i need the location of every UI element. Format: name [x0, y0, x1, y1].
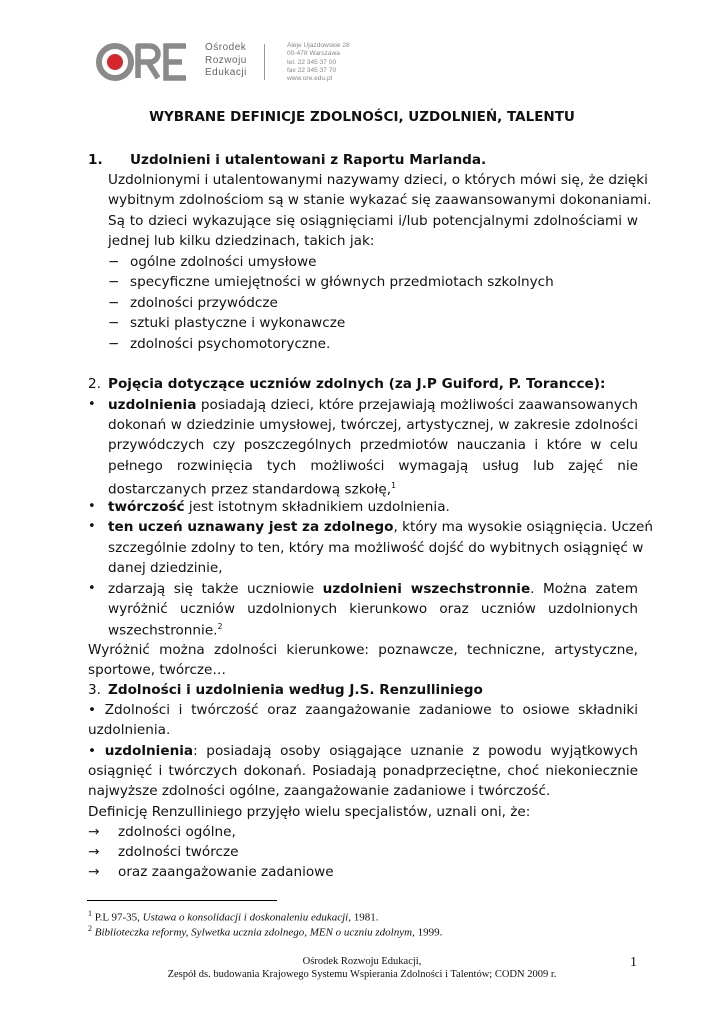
section-3-number: 3.: [88, 682, 101, 698]
paragraph-line: wyróżnić uczniów uzdolnionych kierunkowo oraz uczniów uzdolnionych: [108, 601, 638, 617]
term: uzdolnienia: [104, 743, 194, 759]
ore-logo: [96, 42, 192, 82]
paragraph-line: najwyższe zdolności ogólne, zaangażowanie zadaniowe i twórczość.: [88, 783, 551, 799]
paragraph-line: uzdolnienia.: [88, 722, 171, 738]
list-item: specyficzne umiejętności w głównych przedmiotach szkolnych: [130, 274, 554, 290]
paragraph-line: [88, 700, 638, 721]
text: Ustawa o konsolidacji i doskonaleniu edukacji: [142, 911, 349, 924]
text: jest istotnym składnikiem uzdolnienia.: [188, 499, 450, 515]
term: ten uczeń uznawany jest za zdolnego: [108, 519, 394, 535]
dash-bullet: −: [108, 274, 120, 290]
paragraph-line: przywódczych czy poszczególnych przedmiotów nauczania i które w celu: [108, 437, 638, 453]
text: , 1981.: [348, 911, 379, 924]
org-line: Rozwoju: [205, 54, 247, 66]
term: twórczość: [108, 499, 185, 515]
paragraph-line: [108, 579, 638, 600]
dash-bullet: −: [108, 254, 120, 270]
text: P.L 97-35,: [94, 911, 140, 924]
paragraph-line: sportowe, twórcze…: [88, 662, 227, 678]
list-item: sztuki plastyczne i wykonawcze: [130, 315, 346, 331]
bullet: •: [88, 581, 96, 596]
page-title: WYBRANE DEFINICJE ZDOLNOŚCI, UZDOLNIEŃ, TALENTU: [149, 109, 575, 125]
dash-bullet: −: [108, 336, 120, 352]
header-divider: [264, 44, 265, 80]
paragraph-line: pełnego rozwinięcia tych możliwości wymagają usług lub zajęć nie: [108, 458, 638, 474]
section-3-heading: Zdolności i uzdolnienia według J.S. Renzulliniego: [108, 682, 483, 698]
arrow-icon: →: [88, 844, 100, 860]
org-line: Edukacji: [205, 67, 247, 78]
footnote-number: 2: [88, 924, 92, 933]
text: dostarczanych przez standardową szkołę,: [108, 481, 392, 498]
list-item: zdolności psychomotoryczne.: [130, 336, 331, 352]
header-address: [287, 42, 350, 83]
paragraph-line: [88, 741, 638, 762]
term: uzdolnieni wszechstronnie: [322, 581, 531, 597]
section-2-heading: Pojęcia dotyczące uczniów zdolnych (za J.P Guiford, P. Torancce):: [108, 376, 606, 392]
section-1-number: 1.: [88, 152, 103, 168]
text: Zdolności i twórczość oraz zaangażowanie zadaniowe to osiowe składniki: [104, 702, 638, 718]
footnote-ref[interactable]: 1: [391, 481, 397, 490]
footer-line-1: Ośrodek Rozwoju Edukacji,: [302, 956, 422, 967]
section-2-number: 2.: [88, 376, 101, 392]
paragraph-line: Wyróżnić można zdolności kierunkowe: poznawcze, techniczne, artystyczne,: [88, 642, 638, 658]
paragraph-line: [108, 517, 654, 538]
dash-bullet: −: [108, 295, 120, 311]
arrow-icon: →: [88, 864, 100, 880]
paragraph-line: wybitnym zdolnościom są w stanie wykazać się zaawansowanymi dokonaniami.: [108, 192, 652, 208]
address-line: Aleje Ujazdowskie 28: [287, 42, 350, 49]
paragraph-line: Definicję Renzulliniego przyjęło wielu specjalistów, uznali oni, że:: [88, 804, 531, 820]
paragraph-line: [108, 395, 638, 416]
paragraph-line: osiągnięć i twórczych dokonań. Posiadają ponadprzeciętne, choć niekoniecznie: [88, 763, 638, 779]
list-item: oraz zaangażowanie zadaniowe: [118, 864, 334, 880]
paragraph-line: [108, 497, 450, 518]
footnote-number: 1: [88, 909, 92, 918]
arrow-icon: →: [88, 824, 100, 840]
footnote-2: [88, 922, 442, 940]
list-item: zdolności twórcze: [118, 844, 239, 860]
paragraph-line: jednej lub kilku dziedzinach, takich jak:: [108, 233, 375, 249]
org-name: [205, 42, 247, 80]
text: , 1999.: [412, 926, 443, 939]
text: , który ma wysokie osiągnięcia. Uczeń: [393, 519, 654, 535]
bullet: •: [88, 397, 96, 412]
list-item: zdolności ogólne,: [118, 824, 236, 840]
bullet: •: [88, 499, 96, 514]
text: . Można zatem: [530, 581, 638, 597]
list-item: ogólne zdolności umysłowe: [130, 254, 317, 270]
text: zdarzają się także uczniowie: [108, 581, 315, 597]
dash-bullet: −: [108, 315, 120, 331]
section-1-heading: Uzdolnieni i utalentowani z Raportu Marlanda.: [130, 152, 487, 168]
address-line: tel. 22 345 37 00: [287, 58, 337, 66]
bullet: •: [88, 743, 97, 759]
org-line: Ośrodek: [205, 42, 247, 53]
paragraph-line: Są to dzieci wykazujące się osiągnięciami i/lub potencjalnymi zdolnościami w: [108, 213, 638, 229]
text: wszechstronnie.: [108, 622, 218, 639]
term: uzdolnienia: [108, 397, 197, 413]
page-number: 1: [630, 955, 637, 970]
paragraph-line: szczególnie zdolny to ten, który ma możliwość dojść do wybitnych osiągnięć w: [108, 540, 644, 556]
paragraph-line: dokonań w dziedzinie umysłowej, twórczej, artystycznej, w zakresie zdolności: [108, 417, 638, 433]
bullet: •: [88, 519, 96, 534]
footnote-ref[interactable]: 2: [217, 622, 223, 631]
text: : posiadają osoby osiągające uznanie z powodu wyjątkowych: [193, 743, 638, 759]
footer-line-2: Zespół ds. budowania Krajowego Systemu Wspierania Zdolności i Talentów; CODN 2009 r.: [167, 969, 557, 980]
footnote-separator: [87, 900, 277, 901]
list-item: zdolności przywódcze: [130, 295, 278, 311]
paragraph-line: danej dziedzinie,: [108, 560, 223, 576]
text: Biblioteczka reformy, Sylwetka ucznia zdolnego, MEN o uczniu zdolnym: [94, 926, 413, 939]
text: posiadają dzieci, które przejawiają możliwości zaawansowanych: [200, 397, 638, 413]
address-line: 00-478 Warszawa: [287, 50, 340, 58]
paragraph-line: Uzdolnionymi i utalentowanymi nazywamy dzieci, o których mówi się, że dzięki: [108, 172, 648, 188]
address-line: fax 22 345 37 70: [287, 66, 337, 74]
address-line: www.ore.edu.pl: [287, 75, 333, 83]
paragraph-line: [108, 617, 223, 641]
bullet: •: [88, 702, 97, 718]
